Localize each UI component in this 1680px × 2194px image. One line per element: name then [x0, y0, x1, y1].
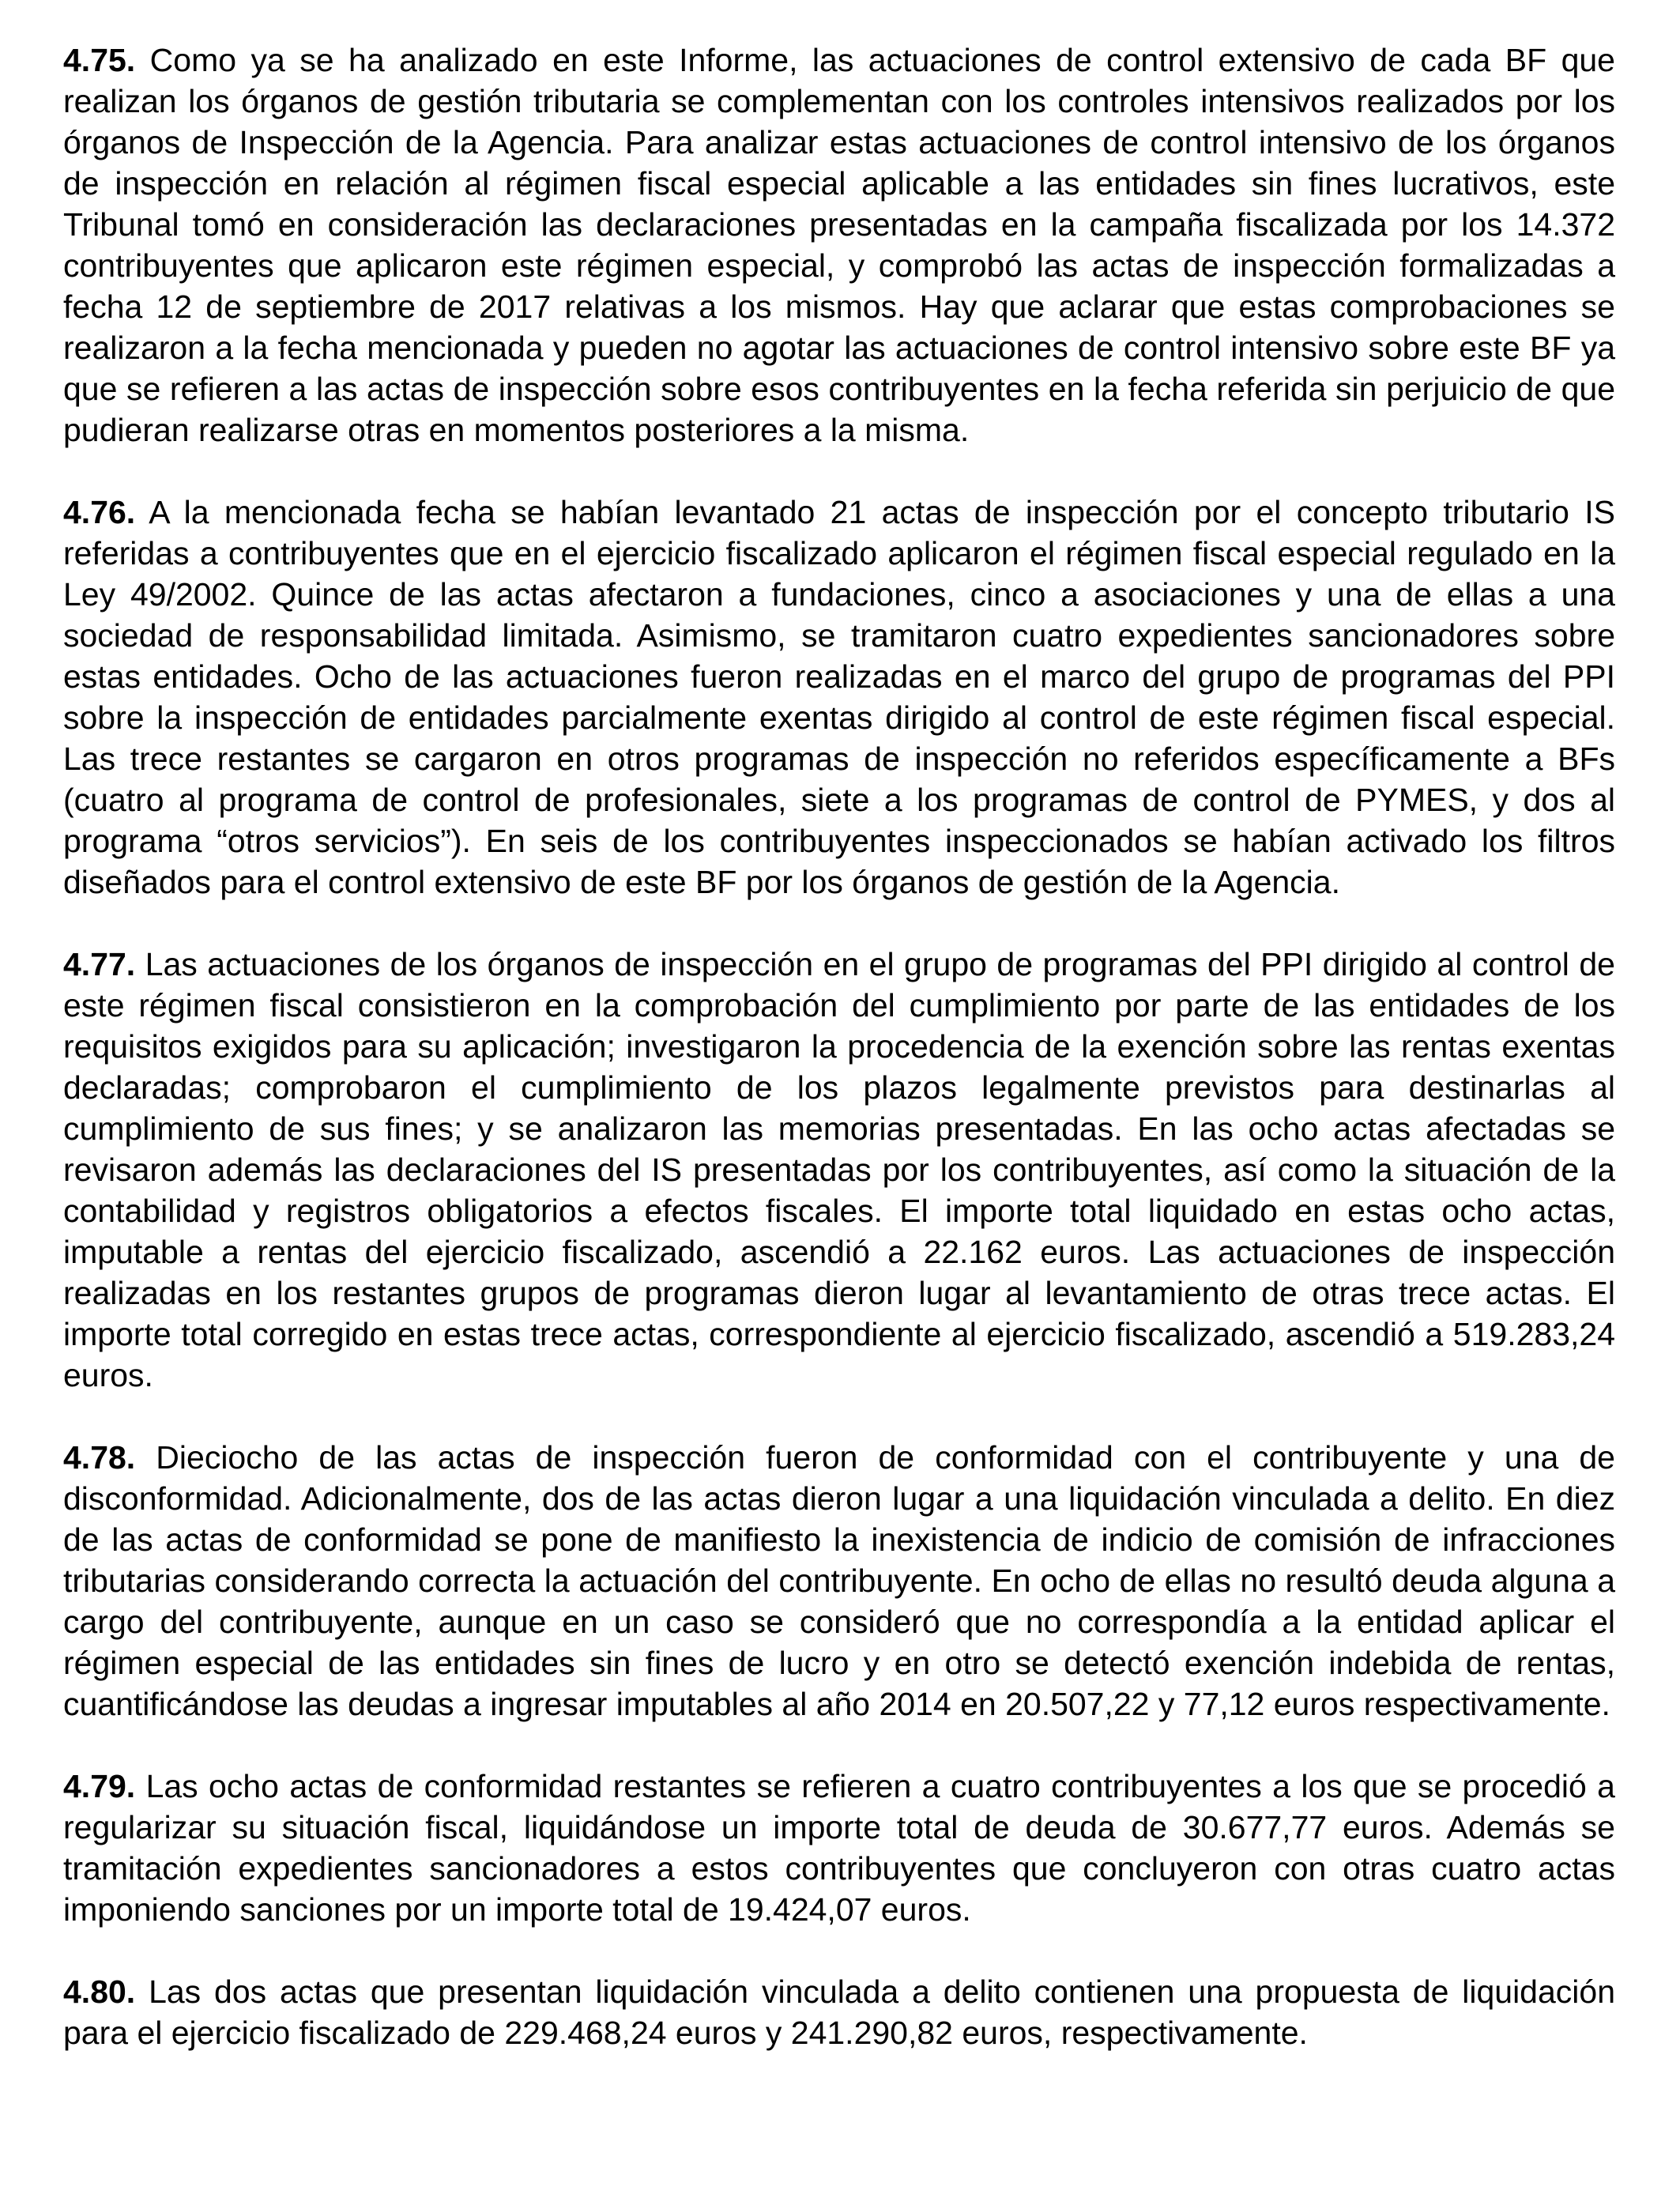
paragraph-4-77: [63, 944, 1615, 1396]
paragraph-text: Como ya se ha analizado en este Informe, las actuaciones de control extensivo de cada BF que realizan los órganos de gestión tributaria se complementan con los controles intensivos realizados por los órganos de Inspección de la Agencia. Para analizar estas actuaciones de control intensivo de los órganos de inspección en relación al régimen fiscal especial aplicable a las entidades sin fines lucrativos, este Tribunal tomó en consideración las declaraciones presentadas en la campaña fiscalizada por los 14.372 contribuyentes que aplicaron este régimen especial, y comprobó las actas de inspección formalizadas a fecha 12 de septiembre de 2017 relativas a los mismos. Hay que aclarar que estas comprobaciones se realizaron a la fecha mencionada y pueden no agotar las actuaciones de control intensivo sobre este BF ya que se refieren a las actas de inspección sobre esos contribuyentes en la fecha referida sin perjuicio de que pudieran realizarse otras en momentos posteriores a la misma.: [63, 42, 1615, 448]
paragraph-4-76: [63, 492, 1615, 903]
paragraph-number: 4.75.: [63, 42, 136, 78]
paragraph-4-80: [63, 1971, 1615, 2053]
paragraph-text: Las ocho actas de conformidad restantes se refieren a cuatro contribuyentes a los que se procedió a regularizar su situación fiscal, liquidándose un importe total de deuda de 30.677,77 euros. Además se tramitación expedientes sancionadores a estos contribuyentes que concluyeron con otras cuatro actas imponiendo sanciones por un importe total de 19.424,07 euros.: [63, 1768, 1615, 1928]
paragraph-text: Las actuaciones de los órganos de inspección en el grupo de programas del PPI dirigido al control de este régimen fiscal consistieron en la comprobación del cumplimiento por parte de las entidades de los requisitos exigidos para su aplicación; investigaron la procedencia de la exención sobre las rentas exentas declaradas; comprobaron el cumplimiento de los plazos legalmente previstos para destinarlas al cumplimiento de sus fines; y se analizaron las memorias presentadas. En las ocho actas afectadas se revisaron además las declaraciones del IS presentadas por los contribuyentes, así como la situación de la contabilidad y registros obligatorios a efectos fiscales. El importe total liquidado en estas ocho actas, imputable a rentas del ejercicio fiscalizado, ascendió a 22.162 euros. Las actuaciones de inspección realizadas en los restantes grupos de programas dieron lugar al levantamiento de otras trece actas. El importe total corregido en estas trece actas, correspondiente al ejercicio fiscalizado, ascendió a 519.283,24 euros.: [63, 946, 1615, 1393]
paragraph-4-75: [63, 40, 1615, 450]
paragraph-number: 4.78.: [63, 1439, 136, 1476]
paragraph-number: 4.79.: [63, 1768, 136, 1804]
paragraph-number: 4.77.: [63, 946, 136, 982]
paragraph-text: Las dos actas que presentan liquidación vinculada a delito contienen una propuesta de liquidación para el ejercicio fiscalizado de 229.468,24 euros y 241.290,82 euros, respectivamente.: [63, 1973, 1615, 2051]
document-page: [63, 40, 1615, 2094]
paragraph-text: A la mencionada fecha se habían levantado 21 actas de inspección por el concepto tributario IS referidas a contribuyentes que en el ejercicio fiscalizado aplicaron el régimen fiscal especial regulado en la Ley 49/2002. Quince de las actas afectaron a fundaciones, cinco a asociaciones y una de ellas a una sociedad de responsabilidad limitada. Asimismo, se tramitaron cuatro expedientes sancionadores sobre estas entidades. Ocho de las actuaciones fueron realizadas en el marco del grupo de programas del PPI sobre la inspección de entidades parcialmente exentas dirigido al control de este régimen fiscal especial. Las trece restantes se cargaron en otros programas de inspección no referidos específicamente a BFs (cuatro al programa de control de profesionales, siete a los programas de control de PYMES, y dos al programa “otros servicios”). En seis de los contribuyentes inspeccionados se habían activado los filtros diseñados para el control extensivo de este BF por los órganos de gestión de la Agencia.: [63, 494, 1615, 900]
paragraph-text: Dieciocho de las actas de inspección fueron de conformidad con el contribuyente y una de disconformidad. Adicionalmente, dos de las actas dieron lugar a una liquidación vinculada a delito. En diez de las actas de conformidad se pone de manifiesto la inexistencia de indicio de comisión de infracciones tributarias considerando correcta la actuación del contribuyente. En ocho de ellas no resultó deuda alguna a cargo del contribuyente, aunque en un caso se consideró que no correspondía a la entidad aplicar el régimen especial de las entidades sin fines de lucro y en otro se detectó exención indebida de rentas, cuantificándose las deudas a ingresar imputables al año 2014 en 20.507,22 y 77,12 euros respectivamente.: [63, 1439, 1615, 1722]
paragraph-4-78: [63, 1437, 1615, 1725]
paragraph-number: 4.80.: [63, 1973, 136, 2010]
paragraph-4-79: [63, 1766, 1615, 1930]
paragraph-number: 4.76.: [63, 494, 136, 530]
